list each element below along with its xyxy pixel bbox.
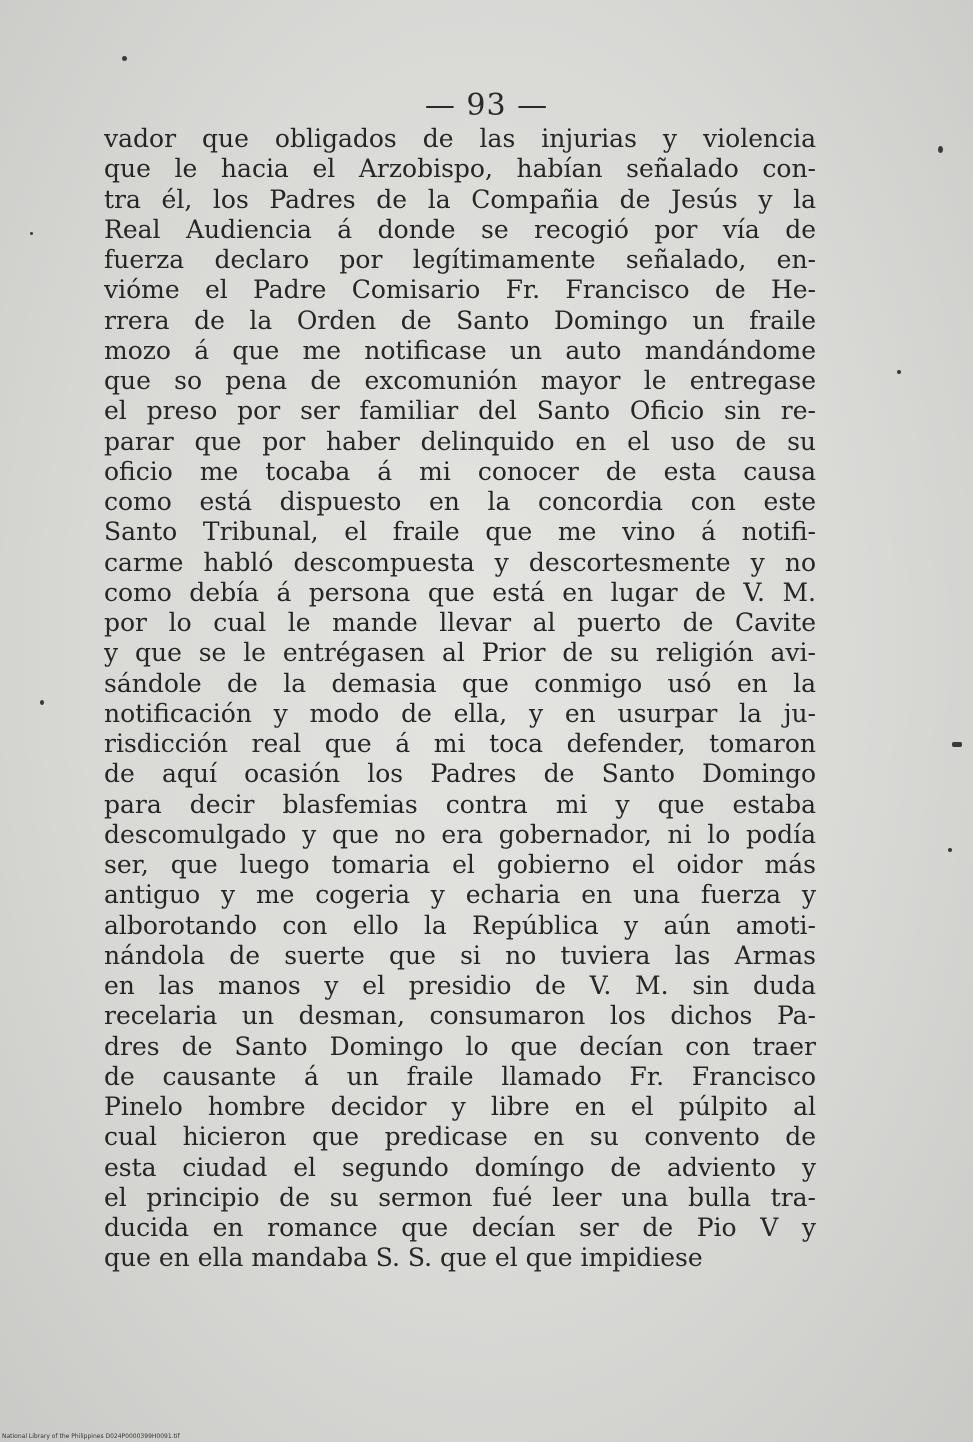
text-line: esta ciudad el segundo domíngo de adviento y — [104, 1152, 816, 1182]
text-line: sándole de la demasia que conmigo usó en la — [104, 668, 816, 698]
ink-speck — [897, 370, 901, 374]
ink-speck — [40, 700, 44, 705]
text-line: carme habló descompuesta y descortesmente y no — [104, 547, 816, 577]
text-line: oficio me tocaba á mi conocer de esta causa — [104, 456, 816, 486]
text-line: risdicción real que á mi toca defender, tomaron — [104, 729, 816, 758]
text-line: ducida en romance que decían ser de Pio V y — [104, 1213, 816, 1242]
ink-speck — [948, 848, 952, 852]
text-line: alborotando con ello la República y aún amoti- — [104, 910, 816, 940]
text-line: cual hicieron que predicase en su convento de — [104, 1122, 816, 1152]
ink-speck — [122, 56, 127, 61]
text-line: rrera de la Orden de Santo Domingo un fraile — [104, 305, 816, 335]
text-line: parar que por haber delinquido en el uso de su — [104, 426, 816, 456]
text-line: como está dispuesto en la concordia con este — [104, 487, 816, 516]
text-line: vióme el Padre Comisario Fr. Francisco de He- — [104, 275, 816, 305]
footer-attribution: National Library of the Philippines D024P0000399H0091.tif — [2, 1433, 180, 1440]
text-line: como debía á persona que está en lugar de V. M. — [104, 577, 816, 607]
text-line: dres de Santo Domingo lo que decían con traer — [104, 1031, 816, 1061]
text-line: vador que obligados de las injurias y violencia — [104, 124, 816, 153]
text-line: que so pena de excomunión mayor le entregase — [104, 366, 816, 395]
body-text — [104, 124, 816, 1274]
text-line: y que se le entrégasen al Prior de su religión avi- — [104, 638, 816, 668]
ink-speck — [952, 742, 962, 747]
text-line: tra él, los Padres de la Compañia de Jesús y la — [104, 184, 816, 214]
text-line: en las manos y el presidio de V. M. sin duda — [104, 971, 816, 1000]
text-line: para decir blasfemias contra mi y que estaba — [104, 789, 816, 819]
text-line: antiguo y me cogeria y echaria en una fuerza y — [104, 880, 816, 910]
text-line: mozo á que me notificase un auto mandándome — [104, 335, 816, 365]
text-line: Pinelo hombre decidor y libre en el púlpito al — [104, 1092, 816, 1121]
text-line: el principio de su sermon fué leer una bulla tra- — [104, 1182, 816, 1212]
ink-speck — [30, 232, 33, 235]
text-line: notificación y modo de ella, y en usurpar la ju- — [104, 698, 816, 728]
text-line: nándola de suerte que si no tuviera las Armas — [104, 940, 816, 970]
text-line: Real Audiencia á donde se recogió por vía de — [104, 214, 816, 244]
text-line: de causante á un fraile llamado Fr. Francisco — [104, 1061, 816, 1091]
text-line: Santo Tribunal, el fraile que me vino á notifi- — [104, 517, 816, 547]
text-line: fuerza declaro por legítimamente señalado, en- — [104, 245, 816, 274]
text-line: de aquí ocasión los Padres de Santo Domingo — [104, 759, 816, 789]
text-line: recelaria un desman, consumaron los dichos Pa- — [104, 1001, 816, 1031]
text-line: descomulgado y que no era gobernador, ni lo podía — [104, 819, 816, 849]
text-line: que en ella mandaba S. S. que el que impidiese — [104, 1243, 703, 1273]
text-line: ser, que luego tomaria el gobierno el oidor más — [104, 850, 816, 879]
ink-speck — [938, 146, 943, 153]
text-line: que le hacia el Arzobispo, habían señalado con- — [104, 154, 816, 184]
text-line: por lo cual le mande llevar al puerto de Cavite — [104, 608, 816, 637]
page-number: — 93 — — [424, 88, 549, 123]
text-line: el preso por ser familiar del Santo Oficio sin re- — [104, 396, 816, 426]
